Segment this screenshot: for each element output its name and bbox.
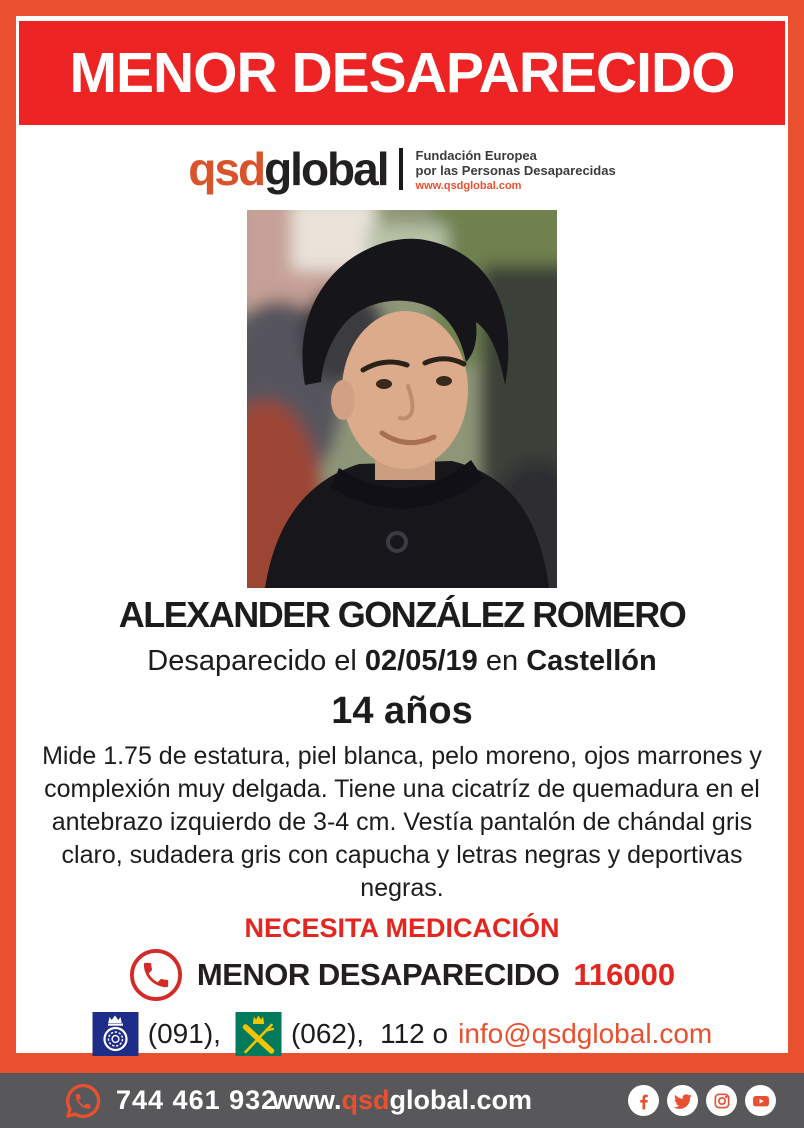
hotline-row <box>16 948 788 1002</box>
person-age: 14 años <box>331 690 473 732</box>
tagline-line-1: Fundación Europea <box>415 148 537 163</box>
guardia-phone: (062), <box>290 1018 365 1049</box>
alert-banner <box>19 21 785 125</box>
phone-icon <box>129 948 183 1002</box>
hotline-number: 116000 <box>573 957 676 992</box>
contacts-row <box>16 1012 788 1056</box>
missing-dateline <box>16 645 788 678</box>
hotline-label: MENOR DESAPARECIDO <box>196 957 560 992</box>
social-links <box>628 1073 776 1128</box>
missing-connector: en <box>485 645 519 677</box>
footer-site-www: www. <box>271 1085 342 1115</box>
footer-bar <box>0 1073 804 1128</box>
logo-tagline <box>416 146 616 192</box>
qsdglobal-logo <box>16 143 788 195</box>
tagline-line-2: por las Personas Desaparecidas <box>415 163 616 178</box>
emergency-phone: 112 o <box>380 1018 449 1049</box>
policia-nacional-badge-icon <box>92 1012 139 1056</box>
footer-whatsapp-number: 744 461 932 <box>116 1085 278 1115</box>
footer-site-qsd: qsd <box>341 1085 390 1115</box>
poster-body <box>16 16 788 1053</box>
logo-divider <box>399 148 403 190</box>
instagram-icon[interactable] <box>706 1085 737 1116</box>
police-phone: (091), <box>147 1018 221 1049</box>
medication-notice: NECESITA MEDICACIÓN <box>244 913 560 943</box>
youtube-icon[interactable] <box>745 1085 776 1116</box>
footer-site-rest: global.com <box>389 1085 533 1115</box>
missing-place: Castellón <box>526 645 657 677</box>
person-description: Mide 1.75 de estatura, piel blanca, pelo moreno, ojos marrones y complexión muy delgada. Tiene una cicatríz de quemadura en el antebrazo izquierdo de 3-4 cm. Vestía pantalón de chándal gris claro, sudadera gris con capucha y letras negras y deportivas negras. <box>42 742 762 902</box>
wordmark-qsd: qsd <box>188 143 265 195</box>
missing-date: 02/05/19 <box>364 645 478 677</box>
photo-illustration <box>247 210 557 588</box>
missing-person-photo <box>247 210 557 588</box>
logo-website: www.qsdglobal.com <box>415 180 522 192</box>
contact-email-link[interactable]: info@qsdglobal.com <box>458 1018 713 1049</box>
wordmark-global: global <box>264 143 388 195</box>
alert-banner-title: MENOR DESAPARECIDO <box>69 41 735 105</box>
facebook-icon[interactable] <box>628 1085 659 1116</box>
missing-prefix: Desaparecido el <box>147 645 357 677</box>
guardia-civil-badge-icon <box>235 1012 282 1056</box>
person-name: ALEXANDER GONZÁLEZ ROMERO <box>118 594 686 635</box>
twitter-icon[interactable] <box>667 1085 698 1116</box>
qsdglobal-wordmark <box>188 143 388 195</box>
